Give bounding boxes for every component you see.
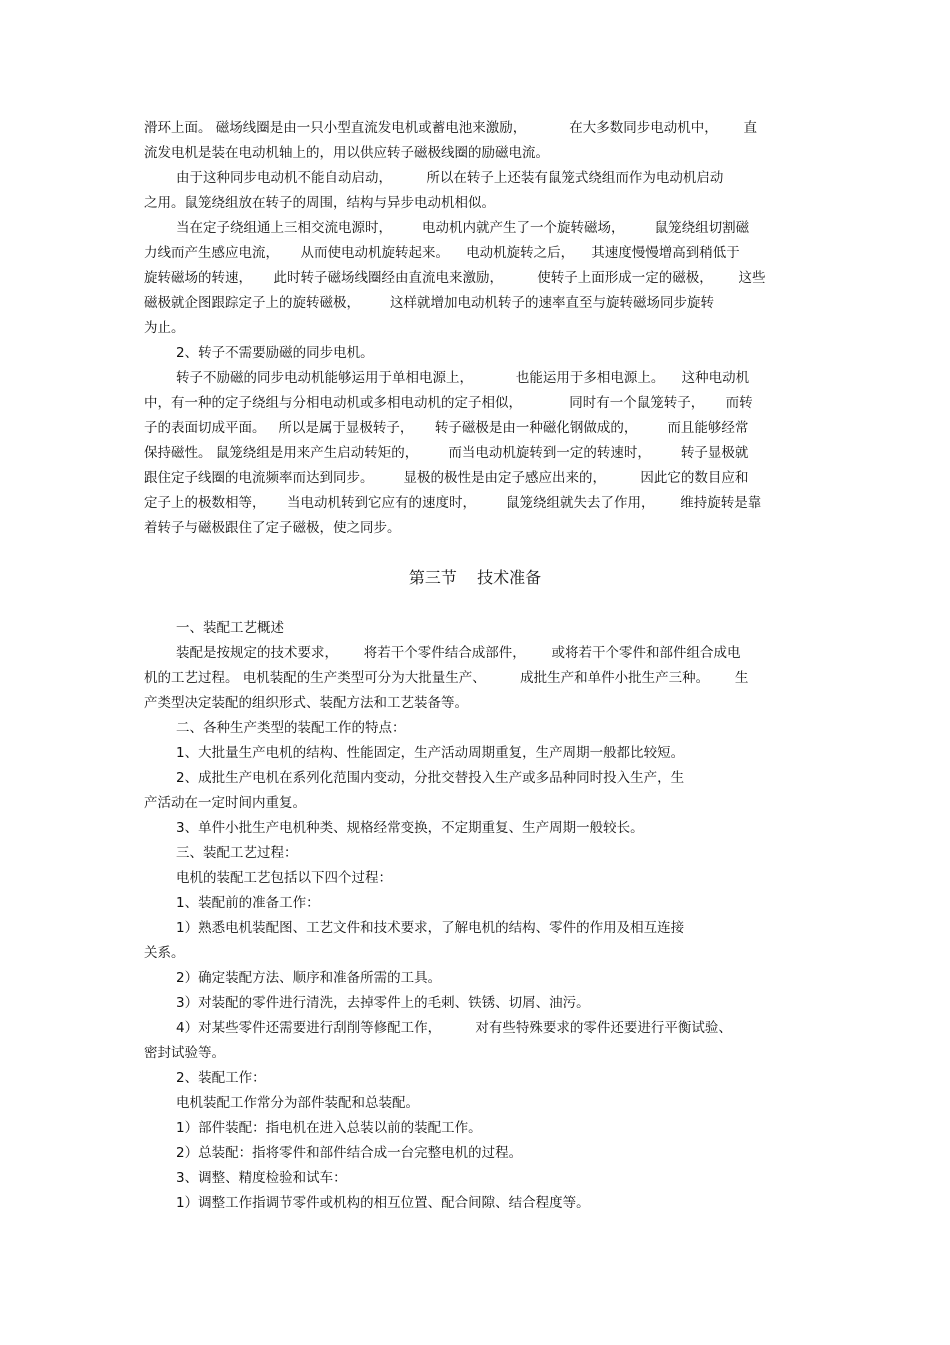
- section-title: 第三节 技术准备: [408, 568, 542, 587]
- paragraph-line: 保持磁性。 鼠笼绕组是用来产生启动转矩的， 而当电动机旋转到一定的转速时， 转子显极就: [144, 445, 749, 461]
- list-item: 2、转子不需要励磁的同步电机。: [176, 345, 374, 361]
- list-item: 2、成批生产电机在系列化范围内变动，分批交替投入生产或多品种同时投入生产，生: [176, 770, 685, 786]
- paragraph-line: 流发电机是装在电动机轴上的，用以供应转子磁极线圈的励磁电流。: [144, 145, 549, 161]
- paragraph-line: 机的工艺过程。 电机装配的生产类型可分为大批量生产、 成批生产和单件小批生产三种。 生: [144, 670, 749, 686]
- list-item: 4）对某些零件还需要进行刮削等修配工作， 对有些特殊要求的零件还要进行平衡试验、: [176, 1020, 732, 1036]
- paragraph-line: 转子不励磁的同步电动机能够运用于单相电源上， 也能运用于多相电源上。 这种电动机: [176, 370, 750, 386]
- list-item: 2、装配工作：: [176, 1070, 266, 1086]
- list-item: 1、装配前的准备工作：: [176, 895, 320, 911]
- list-item: 2）确定装配方法、顺序和准备所需的工具。: [176, 970, 442, 986]
- list-item: 3、调整、精度检验和试车：: [176, 1170, 347, 1186]
- paragraph-line: 之用。鼠笼绕组放在转子的周围，结构与异步电动机相似。: [144, 195, 495, 211]
- paragraph-line: 装配是按规定的技术要求， 将若干个零件结合成部件， 或将若干个零件和部件组合成电: [176, 645, 741, 661]
- list-item: 1）部件装配：指电机在进入总装以前的装配工作。: [176, 1120, 482, 1136]
- paragraph-line: 跟住定子线圈的电流频率而达到同步。 显极的极性是由定子感应出来的， 因此它的数目应和: [144, 470, 749, 486]
- paragraph-line: 产类型决定装配的组织形式、装配方法和工艺装备等。: [144, 695, 468, 711]
- paragraph-line: 着转子与磁极跟住了定子磁极，使之同步。: [144, 520, 401, 536]
- paragraph-line: 力线而产生感应电流， 从而使电动机旋转起来。 电动机旋转之后， 其速度慢慢增高到稍低于: [144, 245, 740, 261]
- heading-line: 三、装配工艺过程：: [176, 845, 298, 861]
- paragraph-line: 产活动在一定时间内重复。: [144, 795, 306, 811]
- paragraph-line: 当在定子绕组通上三相交流电源时， 电动机内就产生了一个旋转磁场， 鼠笼绕组切割磁: [176, 220, 750, 236]
- list-item: 1）调整工作指调节零件或机构的相互位置、配合间隙、结合程度等。: [176, 1195, 590, 1211]
- list-item: 3）对装配的零件进行清洗，去掉零件上的毛刺、铁锈、切屑、油污。: [176, 995, 590, 1011]
- paragraph-line: 为止。: [144, 320, 185, 336]
- list-item: 1、大批量生产电机的结构、性能固定，生产活动周期重复，生产周期一般都比较短。: [176, 745, 685, 761]
- heading-line: 二、各种生产类型的装配工作的特点：: [176, 720, 406, 736]
- paragraph-line: 密封试验等。: [144, 1045, 225, 1061]
- paragraph-line: 磁极就企图跟踪定子上的旋转磁极， 这样就增加电动机转子的速率直至与旋转磁场同步旋转: [144, 295, 715, 311]
- list-item: 3、单件小批生产电机种类、规格经常变换，不定期重复、生产周期一般较长。: [176, 820, 644, 836]
- paragraph-line: 关系。: [144, 945, 185, 961]
- paragraph-line: 中，有一种的定子绕组与分相电动机或多相电动机的定子相似， 同时有一个鼠笼转子， 而转: [144, 395, 753, 411]
- paragraph-line: 滑环上面。 磁场线圈是由一只小型直流发电机或蓄电池来激励， 在大多数同步电动机中， 直: [144, 120, 757, 136]
- paragraph-line: 电机的装配工艺包括以下四个过程：: [176, 870, 392, 886]
- paragraph-line: 旋转磁场的转速， 此时转子磁场线圈经由直流电来激励， 使转子上面形成一定的磁极， 这些: [144, 270, 766, 286]
- paragraph-line: 子的表面切成平面。 所以是属于显极转子， 转子磁极是由一种磁化钢做成的， 而且能够经常: [144, 420, 749, 436]
- list-item: 1）熟悉电机装配图、工艺文件和技术要求，了解电机的结构、零件的作用及相互连接: [176, 920, 685, 936]
- heading-line: 一、装配工艺概述: [176, 620, 284, 636]
- paragraph-line: 定子上的极数相等， 当电动机转到它应有的速度时， 鼠笼绕组就失去了作用， 维持旋转是靠: [144, 495, 762, 511]
- paragraph-line: 电机装配工作常分为部件装配和总装配。: [176, 1095, 419, 1111]
- list-item: 2）总装配：指将零件和部件结合成一台完整电机的过程。: [176, 1145, 523, 1161]
- paragraph-line: 由于这种同步电动机不能自动启动， 所以在转子上还装有鼠笼式绕组而作为电动机启动: [176, 170, 724, 186]
